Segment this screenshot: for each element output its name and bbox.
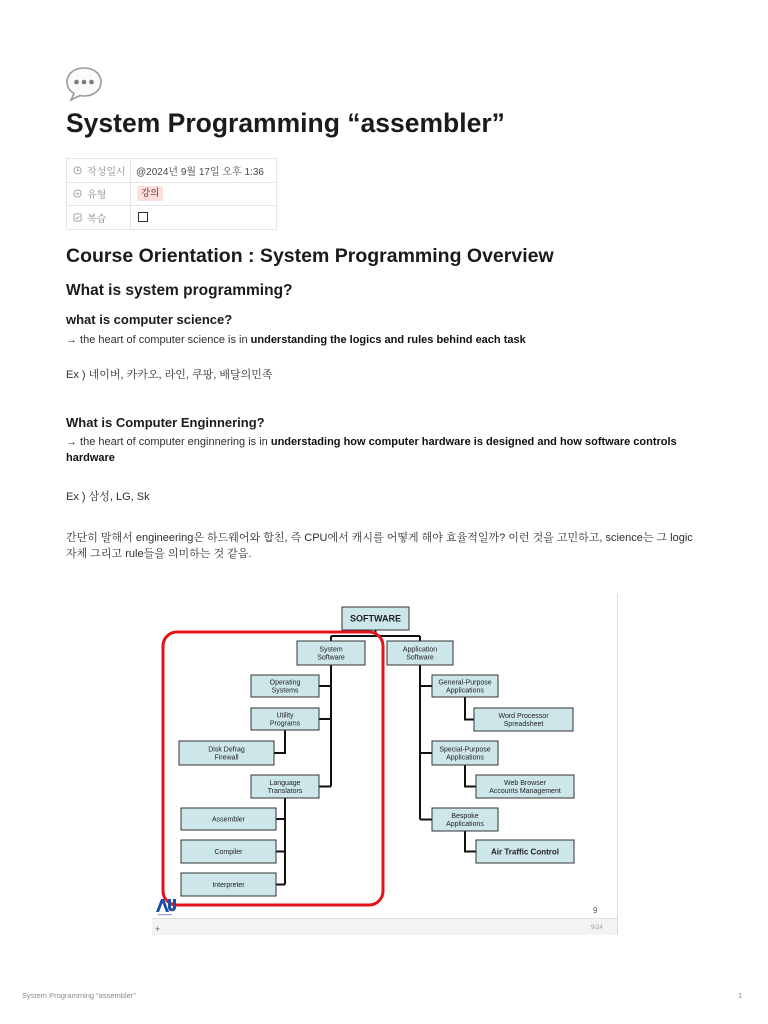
computer-engineering-heading[interactable]: What is Computer Enginnering? xyxy=(66,415,265,430)
summary-paragraph[interactable]: 간단히 말해서 engineering은 하드웨어와 합친, 즉 CPU에서 캐시를 어떻게 해야 효율적일까? 이런 것을 고민하고, science는 그 logic자체 그리고 rule들을 의미하는 것 같음. xyxy=(66,532,693,560)
diagram-box-language-translators xyxy=(251,775,319,798)
diagram-box-label-line: Software xyxy=(406,654,434,662)
property-row-type xyxy=(66,183,277,207)
diagram-box-label-line: Bespoke xyxy=(451,812,479,820)
clock-icon xyxy=(73,166,82,175)
diagram-box-label-line: Utility xyxy=(276,712,294,720)
diagram-box-label-line: Spreadsheet xyxy=(503,720,544,728)
property-key[interactable] xyxy=(66,206,131,229)
diagram-box-label xyxy=(214,849,243,856)
diagram-box-label xyxy=(212,816,246,823)
diagram-box-label xyxy=(491,847,559,856)
diagram-box-assembler xyxy=(181,808,276,830)
diagram-box-label-line: Systems xyxy=(271,687,299,695)
diagram-box-label-line: Applications xyxy=(446,687,484,695)
diagram-box-label-line: Operating xyxy=(269,679,301,687)
property-label: 복습 xyxy=(87,213,107,225)
diagram-box-label-line: Word Processor xyxy=(498,712,549,720)
review-checkbox[interactable] xyxy=(138,212,148,222)
diagram-box-label-line: Web Browser xyxy=(504,779,546,787)
text-prefix: → the heart of computer science is in xyxy=(66,334,251,346)
speech-bubble-icon[interactable] xyxy=(65,66,103,102)
diagram-box-label-line: System xyxy=(319,646,343,654)
diagram-box-label xyxy=(350,614,401,624)
diagram-box-utility-programs xyxy=(251,708,319,730)
diagram-box-special-purpose-applications xyxy=(432,741,498,765)
property-table xyxy=(66,158,277,230)
created-date: @2024년 9월 17일 오후 1:36 xyxy=(136,166,264,178)
diagram-box-system-software xyxy=(297,641,365,665)
slide-image[interactable] xyxy=(152,594,618,935)
diagram-box-label-line: General-Purpose xyxy=(438,679,492,687)
diagram-box-label-line: Applications xyxy=(446,754,484,762)
text-bold: understading how computer hardware is designed and how software controls hardware xyxy=(66,436,677,464)
diagram-box-interpreter xyxy=(181,873,276,896)
slide-number: 9 xyxy=(593,906,598,915)
checkbox-icon xyxy=(73,213,82,222)
property-value[interactable] xyxy=(131,159,277,182)
property-label: 유형 xyxy=(87,190,107,202)
diagram-box-label-line: Air Traffic Control xyxy=(490,847,560,857)
computer-engineering-example[interactable]: Ex ) 삼성, LG, Sk xyxy=(66,491,150,503)
page-title[interactable]: System Programming “assembler” xyxy=(66,108,505,138)
software-hierarchy-diagram xyxy=(152,594,618,935)
viewer-toolbar xyxy=(152,918,617,935)
diagram-box-label-line: SOFTWARE xyxy=(350,613,401,624)
property-value[interactable] xyxy=(131,183,277,206)
computer-science-text[interactable] xyxy=(66,332,702,348)
property-label: 작성일시 xyxy=(87,166,126,178)
diagram-box-label xyxy=(268,780,303,795)
diagram-box-label-line: Firewall xyxy=(214,754,239,762)
diagram-box-application-software xyxy=(387,641,453,665)
diagram-box-label-line: Applications xyxy=(446,820,484,828)
section-subheading[interactable]: What is system programming? xyxy=(66,282,293,299)
property-row-created xyxy=(66,159,277,183)
footer-page-number: 1 xyxy=(738,991,743,1000)
diagram-box-label-line: Special-Purpose xyxy=(439,746,491,754)
property-key[interactable] xyxy=(66,183,131,206)
property-row-review xyxy=(66,206,277,230)
diagram-box-bespoke-applications xyxy=(432,808,498,831)
diagram-box-label xyxy=(212,882,245,889)
diagram-box-label xyxy=(438,679,491,694)
diagram-box-disk-defrag-firewall xyxy=(179,741,274,765)
diagram-box-label xyxy=(317,646,345,661)
diagram-box-label-line: Accounts Management xyxy=(489,787,561,795)
diagram-box-label xyxy=(498,713,549,728)
diagram-box-label xyxy=(270,679,301,694)
diagram-box-general-purpose-applications xyxy=(432,675,498,697)
diagram-box-label-line: Assembler xyxy=(211,816,246,824)
section-heading[interactable]: Course Orientation : System Programming Overview xyxy=(66,245,554,267)
diagram-box-compiler xyxy=(181,840,276,863)
diagram-box-software xyxy=(342,607,409,630)
select-icon xyxy=(73,189,82,198)
footer-title: System Programming “assembler” xyxy=(22,991,136,1000)
computer-engineering-text[interactable] xyxy=(66,435,702,466)
diagram-box-web-browser-accounts-management xyxy=(476,775,574,798)
diagram-box-label-line: Compiler xyxy=(214,848,243,856)
diagram-box-label-line: Language xyxy=(269,779,301,787)
diagram-box-operating-systems xyxy=(251,675,319,697)
diagram-box-label-line: Translators xyxy=(267,787,303,795)
diagram-box-label xyxy=(439,746,490,761)
type-tag[interactable]: 강의 xyxy=(137,186,163,201)
diagram-box-label-line: Software xyxy=(317,654,345,662)
diagram-box-label-line: Application xyxy=(402,646,438,654)
zoom-in-button[interactable]: + xyxy=(155,924,161,934)
computer-science-heading[interactable]: what is computer science? xyxy=(66,312,233,327)
property-key[interactable] xyxy=(66,159,131,182)
diagram-box-label-line: Interpreter xyxy=(212,881,245,889)
text-prefix: → the heart of computer enginnering is in xyxy=(66,436,271,448)
diagram-box-label xyxy=(403,646,437,661)
diagram-box-label-line: Programs xyxy=(269,720,301,728)
diagram-box-label-line: Disk Defrag xyxy=(208,746,245,754)
computer-science-example[interactable]: Ex ) 네이버, 카카오, 라인, 쿠팡, 배달의민족 xyxy=(66,369,273,381)
page-indicator: 9/24 xyxy=(591,925,603,931)
text-bold: understanding the logics and rules behind each task xyxy=(250,334,526,346)
diagram-box-word-processor-spreadsheet xyxy=(474,708,573,731)
property-value xyxy=(131,206,277,229)
diagram-box-air-traffic-control xyxy=(476,840,574,863)
